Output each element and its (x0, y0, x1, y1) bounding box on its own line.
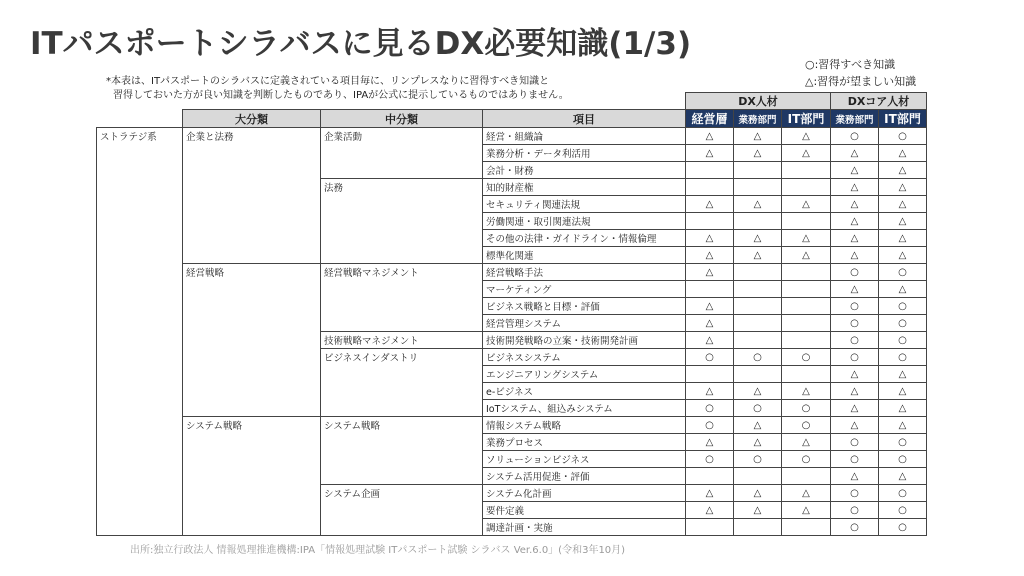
daibunrui-cell: 経営戦略 (183, 264, 321, 281)
level-mark-cell (686, 281, 734, 298)
top-category-cell (97, 468, 183, 485)
level-mark-cell: ○ (831, 349, 879, 366)
table-row (97, 213, 927, 230)
level-mark-cell: △ (782, 230, 831, 247)
level-mark-cell: △ (879, 468, 927, 485)
chubunrui-cell (321, 145, 483, 162)
table-row (97, 332, 927, 349)
level-mark-cell: △ (879, 179, 927, 196)
source-citation: 出所:独立行政法人 情報処理推進機構:IPA「情報処理試験 ITパスポート試験 シラバス Ver.6.0」(令和3年10月) (130, 545, 626, 556)
daibunrui-cell: システム戦略 (183, 417, 321, 434)
table-row (97, 383, 927, 400)
chubunrui-cell (321, 281, 483, 298)
daibunrui-cell (183, 298, 321, 315)
table-body (97, 128, 927, 536)
chubunrui-cell: 経営戦略マネジメント (321, 264, 483, 281)
level-mark-cell: △ (686, 502, 734, 519)
chubunrui-cell (321, 247, 483, 264)
table-row (97, 162, 927, 179)
level-mark-cell: ○ (686, 400, 734, 417)
level-mark-cell: △ (782, 145, 831, 162)
level-mark-cell (734, 162, 782, 179)
koumoku-cell: 業務プロセス (483, 434, 686, 451)
top-category-cell (97, 196, 183, 213)
koumoku-cell: マーケティング (483, 281, 686, 298)
chubunrui-cell: 企業活動 (321, 128, 483, 145)
level-mark-cell (782, 468, 831, 485)
table-row (97, 281, 927, 298)
daibunrui-cell (183, 434, 321, 451)
daibunrui-cell (183, 196, 321, 213)
top-category-cell (97, 400, 183, 417)
top-category-cell (97, 213, 183, 230)
koumoku-cell: 知的財産権 (483, 179, 686, 196)
daibunrui-cell (183, 366, 321, 383)
table-row (97, 400, 927, 417)
table-row (97, 247, 927, 264)
daibunrui-cell (183, 162, 321, 179)
note-line-2: 習得しておいた方が良い知識を判断したものであり、IPAが公式に提示しているものではありません。 (113, 90, 569, 101)
level-mark-cell: △ (734, 383, 782, 400)
level-mark-cell: △ (686, 383, 734, 400)
level-mark-cell: △ (831, 417, 879, 434)
level-mark-cell: ○ (879, 349, 927, 366)
level-mark-cell (734, 366, 782, 383)
top-category-cell (97, 298, 183, 315)
level-mark-cell: △ (879, 383, 927, 400)
koumoku-cell: エンジニアリングシステム (483, 366, 686, 383)
daibunrui-cell (183, 451, 321, 468)
koumoku-cell: 要件定義 (483, 502, 686, 519)
chubunrui-cell (321, 468, 483, 485)
sub-header-keieisou: 経営層 (686, 110, 734, 128)
level-mark-cell: ○ (879, 315, 927, 332)
level-mark-cell (686, 213, 734, 230)
level-mark-cell: △ (734, 196, 782, 213)
table-row (97, 485, 927, 502)
koumoku-cell: システム活用促進・評価 (483, 468, 686, 485)
sub-header-dx-gyomu: 業務部門 (734, 110, 782, 128)
level-mark-cell (734, 213, 782, 230)
koumoku-cell: ソリューションビジネス (483, 451, 686, 468)
chubunrui-cell (321, 162, 483, 179)
koumoku-cell: 情報システム戦略 (483, 417, 686, 434)
top-category-cell (97, 315, 183, 332)
level-mark-cell: ○ (831, 298, 879, 315)
chubunrui-cell (321, 451, 483, 468)
top-category-cell (97, 332, 183, 349)
top-category-cell (97, 383, 183, 400)
chubunrui-cell (321, 230, 483, 247)
level-mark-cell: △ (734, 417, 782, 434)
level-mark-cell (782, 281, 831, 298)
level-mark-cell: ○ (782, 349, 831, 366)
koumoku-cell: 会計・財務 (483, 162, 686, 179)
level-mark-cell: ○ (686, 417, 734, 434)
koumoku-cell: 技術開発戦略の立案・技術開発計画 (483, 332, 686, 349)
daibunrui-cell (183, 485, 321, 502)
level-mark-cell: △ (879, 213, 927, 230)
level-mark-cell: △ (831, 162, 879, 179)
level-mark-cell: △ (831, 400, 879, 417)
daibunrui-cell (183, 332, 321, 349)
koumoku-cell: ビジネス戦略と目標・評価 (483, 298, 686, 315)
chubunrui-cell (321, 315, 483, 332)
level-mark-cell (782, 315, 831, 332)
level-mark-cell: △ (782, 383, 831, 400)
daibunrui-cell (183, 230, 321, 247)
level-mark-cell (782, 332, 831, 349)
level-mark-cell: △ (734, 247, 782, 264)
level-mark-cell: △ (782, 128, 831, 145)
daibunrui-cell (183, 502, 321, 519)
level-mark-cell: △ (686, 247, 734, 264)
top-category-cell: ストラテジ系 (97, 128, 183, 145)
koumoku-cell: 経営管理システム (483, 315, 686, 332)
koumoku-cell: 業務分析・データ利活用 (483, 145, 686, 162)
top-category-cell (97, 366, 183, 383)
top-category-cell (97, 247, 183, 264)
level-mark-cell: △ (831, 468, 879, 485)
level-mark-cell: △ (879, 247, 927, 264)
table-row (97, 128, 927, 145)
koumoku-cell: ビジネスシステム (483, 349, 686, 366)
top-category-cell (97, 179, 183, 196)
daibunrui-cell (183, 400, 321, 417)
level-mark-cell: △ (782, 485, 831, 502)
level-mark-cell: ○ (879, 264, 927, 281)
daibunrui-cell (183, 315, 321, 332)
note-line-1: *本表は、ITパスポートのシラバスに定義されている項目毎に、リンプレスなりに習得すべき知識と (106, 76, 550, 87)
top-category-cell (97, 519, 183, 536)
level-mark-cell (734, 179, 782, 196)
level-mark-cell: ○ (831, 434, 879, 451)
level-mark-cell: △ (831, 230, 879, 247)
level-mark-cell: ○ (686, 349, 734, 366)
chubunrui-cell: ビジネスインダストリ (321, 349, 483, 366)
level-mark-cell (686, 162, 734, 179)
level-mark-cell (686, 366, 734, 383)
table-row (97, 264, 927, 281)
level-mark-cell (782, 162, 831, 179)
chubunrui-cell: システム戦略 (321, 417, 483, 434)
table-row (97, 179, 927, 196)
syllabus-table (96, 92, 927, 536)
column-header-row (97, 110, 927, 128)
chubunrui-cell (321, 519, 483, 536)
level-mark-cell (686, 519, 734, 536)
koumoku-cell: その他の法律・ガイドライン・情報倫理 (483, 230, 686, 247)
top-category-cell (97, 451, 183, 468)
chubunrui-cell (321, 213, 483, 230)
level-mark-cell (782, 264, 831, 281)
table-row (97, 417, 927, 434)
table-row (97, 519, 927, 536)
level-mark-cell: △ (734, 434, 782, 451)
level-mark-cell: △ (686, 315, 734, 332)
level-mark-cell: △ (686, 298, 734, 315)
top-category-cell (97, 281, 183, 298)
level-mark-cell (734, 315, 782, 332)
level-mark-cell: △ (734, 128, 782, 145)
top-category-cell (97, 349, 183, 366)
level-mark-cell: △ (734, 502, 782, 519)
level-mark-cell: ○ (734, 400, 782, 417)
level-mark-cell: △ (879, 281, 927, 298)
level-mark-cell: ○ (782, 417, 831, 434)
koumoku-cell: IoTシステム、組込みシステム (483, 400, 686, 417)
level-mark-cell (734, 519, 782, 536)
level-mark-cell: ○ (879, 332, 927, 349)
level-mark-cell: △ (686, 485, 734, 502)
col-header-koumoku: 項目 (483, 110, 686, 128)
level-mark-cell: ○ (831, 128, 879, 145)
chubunrui-cell (321, 366, 483, 383)
table-row (97, 298, 927, 315)
level-mark-cell (782, 179, 831, 196)
level-mark-cell: △ (782, 502, 831, 519)
level-mark-cell: △ (879, 366, 927, 383)
daibunrui-cell (183, 383, 321, 400)
level-mark-cell: ○ (831, 485, 879, 502)
level-mark-cell (734, 332, 782, 349)
table-row (97, 451, 927, 468)
level-mark-cell: △ (879, 400, 927, 417)
level-mark-cell: ○ (831, 332, 879, 349)
koumoku-cell: 経営・組織論 (483, 128, 686, 145)
level-mark-cell: △ (734, 485, 782, 502)
level-mark-cell: ○ (879, 451, 927, 468)
table-row (97, 349, 927, 366)
level-mark-cell (782, 366, 831, 383)
sub-header-core-it: IT部門 (879, 110, 927, 128)
koumoku-cell: 経営戦略手法 (483, 264, 686, 281)
level-mark-cell: ○ (782, 451, 831, 468)
level-mark-cell: △ (686, 434, 734, 451)
level-mark-cell: △ (831, 145, 879, 162)
level-mark-cell (782, 213, 831, 230)
sub-header-core-gyomu: 業務部門 (831, 110, 879, 128)
level-mark-cell (686, 468, 734, 485)
level-mark-cell: △ (686, 128, 734, 145)
level-mark-cell: △ (734, 230, 782, 247)
daibunrui-cell: 企業と法務 (183, 128, 321, 145)
legend-triangle: △:習得が望ましい知識 (805, 75, 917, 88)
chubunrui-cell (321, 434, 483, 451)
level-mark-cell: △ (879, 196, 927, 213)
chubunrui-cell: システム企画 (321, 485, 483, 502)
level-mark-cell: △ (831, 366, 879, 383)
top-category-cell (97, 145, 183, 162)
koumoku-cell: 標準化関連 (483, 247, 686, 264)
daibunrui-cell (183, 519, 321, 536)
level-mark-cell: △ (734, 145, 782, 162)
level-mark-cell: ○ (879, 434, 927, 451)
group-header-dx-core: DXコア人材 (831, 93, 927, 110)
table-row (97, 434, 927, 451)
col-header-chubunrui: 中分類 (321, 110, 483, 128)
top-category-cell (97, 502, 183, 519)
page-title: ITパスポートシラバスに見るDX必要知識(1/3) (30, 26, 692, 62)
table-row (97, 230, 927, 247)
legend-circle: ○:習得すべき知識 (805, 58, 896, 71)
level-mark-cell (686, 179, 734, 196)
daibunrui-cell (183, 468, 321, 485)
level-mark-cell: △ (831, 281, 879, 298)
level-mark-cell: △ (686, 332, 734, 349)
table-row (97, 196, 927, 213)
level-mark-cell (734, 298, 782, 315)
level-mark-cell (734, 468, 782, 485)
koumoku-cell: セキュリティ関連法規 (483, 196, 686, 213)
level-mark-cell: △ (686, 196, 734, 213)
level-mark-cell (782, 298, 831, 315)
level-mark-cell: ○ (831, 519, 879, 536)
daibunrui-cell (183, 247, 321, 264)
top-category-cell (97, 434, 183, 451)
level-mark-cell: ○ (879, 298, 927, 315)
level-mark-cell: ○ (734, 451, 782, 468)
sub-header-dx-it: IT部門 (782, 110, 831, 128)
daibunrui-cell (183, 349, 321, 366)
level-mark-cell: △ (831, 179, 879, 196)
chubunrui-cell (321, 196, 483, 213)
level-mark-cell: △ (782, 434, 831, 451)
level-mark-cell: ○ (879, 128, 927, 145)
table-row (97, 468, 927, 485)
table-row (97, 502, 927, 519)
level-mark-cell: △ (686, 230, 734, 247)
level-mark-cell: △ (831, 213, 879, 230)
top-category-cell (97, 230, 183, 247)
col-header-daibunrui: 大分類 (183, 110, 321, 128)
top-category-cell (97, 417, 183, 434)
group-header-dx: DX人材 (686, 93, 831, 110)
level-mark-cell: ○ (734, 349, 782, 366)
level-mark-cell (782, 519, 831, 536)
group-header-row (97, 93, 927, 110)
level-mark-cell: △ (782, 196, 831, 213)
level-mark-cell: △ (782, 247, 831, 264)
top-category-cell (97, 264, 183, 281)
level-mark-cell: △ (831, 247, 879, 264)
level-mark-cell (734, 264, 782, 281)
top-category-cell (97, 162, 183, 179)
table-row (97, 145, 927, 162)
chubunrui-cell (321, 298, 483, 315)
level-mark-cell: △ (879, 230, 927, 247)
level-mark-cell: △ (831, 383, 879, 400)
level-mark-cell: △ (686, 264, 734, 281)
daibunrui-cell (183, 281, 321, 298)
top-category-cell (97, 485, 183, 502)
level-mark-cell: ○ (879, 502, 927, 519)
daibunrui-cell (183, 145, 321, 162)
koumoku-cell: システム化計画 (483, 485, 686, 502)
level-mark-cell: ○ (782, 400, 831, 417)
table-row (97, 315, 927, 332)
level-mark-cell: ○ (831, 264, 879, 281)
level-mark-cell: ○ (879, 519, 927, 536)
chubunrui-cell (321, 383, 483, 400)
level-mark-cell: △ (879, 145, 927, 162)
level-mark-cell (734, 281, 782, 298)
level-mark-cell: △ (686, 145, 734, 162)
level-mark-cell: ○ (879, 485, 927, 502)
table-row (97, 366, 927, 383)
level-mark-cell: △ (831, 196, 879, 213)
koumoku-cell: 労働関連・取引関連法規 (483, 213, 686, 230)
level-mark-cell: ○ (831, 451, 879, 468)
koumoku-cell: 調達計画・実施 (483, 519, 686, 536)
chubunrui-cell: 技術戦略マネジメント (321, 332, 483, 349)
level-mark-cell: ○ (686, 451, 734, 468)
chubunrui-cell (321, 400, 483, 417)
level-mark-cell: △ (879, 162, 927, 179)
chubunrui-cell (321, 502, 483, 519)
level-mark-cell: ○ (831, 315, 879, 332)
legend (805, 56, 916, 90)
chubunrui-cell: 法務 (321, 179, 483, 196)
daibunrui-cell (183, 213, 321, 230)
koumoku-cell: e-ビジネス (483, 383, 686, 400)
daibunrui-cell (183, 179, 321, 196)
level-mark-cell: ○ (831, 502, 879, 519)
level-mark-cell: △ (879, 417, 927, 434)
